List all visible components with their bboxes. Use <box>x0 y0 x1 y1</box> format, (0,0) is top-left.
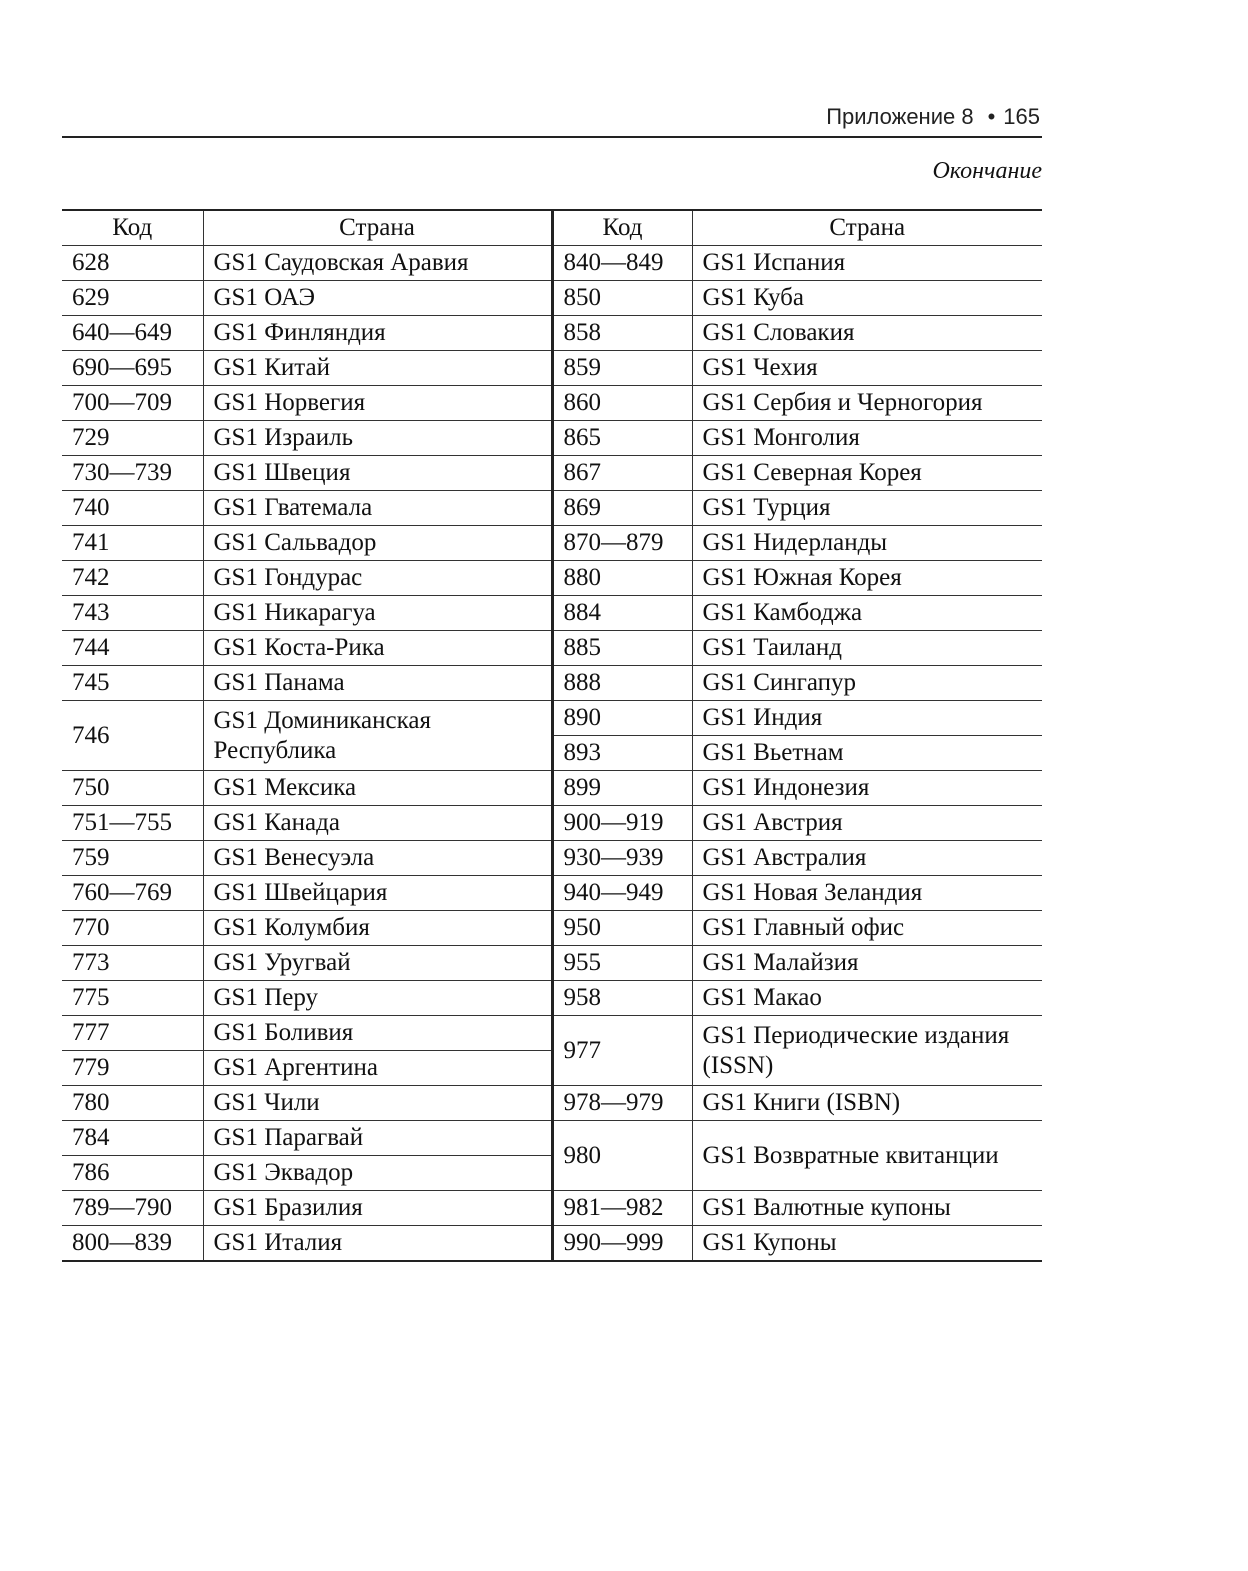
country-cell: GS1 Колумбия <box>203 911 552 946</box>
country-cell: GS1 Саудовская Аравия <box>203 246 552 281</box>
country-cell: GS1 Монголия <box>692 421 1042 456</box>
column-header-country-left: Страна <box>203 210 552 246</box>
table-row <box>62 771 1042 806</box>
code-cell: 867 <box>552 456 692 491</box>
country-cell: GS1 Австрия <box>692 806 1042 841</box>
table-row <box>62 631 1042 666</box>
column-header-code-right: Код <box>552 210 692 246</box>
country-cell: GS1 Южная Корея <box>692 561 1042 596</box>
code-cell: 700—709 <box>62 386 203 421</box>
code-cell: 800—839 <box>62 1226 203 1262</box>
country-cell: GS1 Таиланд <box>692 631 1042 666</box>
country-cell: GS1 Купоны <box>692 1226 1042 1262</box>
code-cell: 690—695 <box>62 351 203 386</box>
code-cell: 740 <box>62 491 203 526</box>
code-cell: 981—982 <box>552 1191 692 1226</box>
table-row <box>62 561 1042 596</box>
code-cell: 742 <box>62 561 203 596</box>
code-cell: 628 <box>62 246 203 281</box>
code-cell: 978—979 <box>552 1086 692 1121</box>
country-cell: GS1 Индия <box>692 701 1042 736</box>
code-cell: 890 <box>552 701 692 736</box>
code-cell: 869 <box>552 491 692 526</box>
country-cell: GS1 Периодические издания (ISSN) <box>692 1016 1042 1086</box>
country-cell: GS1 Турция <box>692 491 1042 526</box>
code-cell: 980 <box>552 1121 692 1191</box>
code-cell: 859 <box>552 351 692 386</box>
code-cell: 770 <box>62 911 203 946</box>
code-cell: 640—649 <box>62 316 203 351</box>
code-cell: 744 <box>62 631 203 666</box>
code-cell: 840—849 <box>552 246 692 281</box>
country-cell: GS1 Сальвадор <box>203 526 552 561</box>
country-cell: GS1 Гватемала <box>203 491 552 526</box>
code-cell: 865 <box>552 421 692 456</box>
code-cell: 860 <box>552 386 692 421</box>
code-cell: 759 <box>62 841 203 876</box>
country-cell: GS1 Новая Зеландия <box>692 876 1042 911</box>
country-cell: GS1 ОАЭ <box>203 281 552 316</box>
code-cell: 779 <box>62 1051 203 1086</box>
running-header <box>62 104 1042 138</box>
code-cell: 940—949 <box>552 876 692 911</box>
code-cell: 900—919 <box>552 806 692 841</box>
code-cell: 958 <box>552 981 692 1016</box>
country-cell: GS1 Швейцария <box>203 876 552 911</box>
code-cell: 745 <box>62 666 203 701</box>
table-row <box>62 1226 1042 1262</box>
column-header-country-right: Страна <box>692 210 1042 246</box>
table-row <box>62 386 1042 421</box>
table-row <box>62 316 1042 351</box>
country-cell: GS1 Куба <box>692 281 1042 316</box>
country-cell: GS1 Чили <box>203 1086 552 1121</box>
table-row <box>62 876 1042 911</box>
table-row <box>62 421 1042 456</box>
code-cell: 930—939 <box>552 841 692 876</box>
country-cell: GS1 Венесуэла <box>203 841 552 876</box>
table-row <box>62 246 1042 281</box>
table-row <box>62 526 1042 561</box>
code-cell: 746 <box>62 701 203 771</box>
code-cell: 741 <box>62 526 203 561</box>
country-cell: GS1 Панама <box>203 666 552 701</box>
table-row <box>62 666 1042 701</box>
code-cell: 955 <box>552 946 692 981</box>
country-cell: GS1 Чехия <box>692 351 1042 386</box>
code-cell: 743 <box>62 596 203 631</box>
country-cell: GS1 Норвегия <box>203 386 552 421</box>
country-cell: GS1 Малайзия <box>692 946 1042 981</box>
code-cell: 729 <box>62 421 203 456</box>
country-cell: GS1 Испания <box>692 246 1042 281</box>
country-cell: GS1 Эквадор <box>203 1156 552 1191</box>
country-cell: GS1 Коста-Рика <box>203 631 552 666</box>
code-cell: 893 <box>552 736 692 771</box>
code-cell: 990—999 <box>552 1226 692 1262</box>
table-row <box>62 946 1042 981</box>
code-cell: 977 <box>552 1016 692 1086</box>
table-row <box>62 1121 1042 1156</box>
country-cell: GS1 Камбоджа <box>692 596 1042 631</box>
country-cell: GS1 Индонезия <box>692 771 1042 806</box>
code-cell: 750 <box>62 771 203 806</box>
country-cell: GS1 Нидерланды <box>692 526 1042 561</box>
country-cell: GS1 Словакия <box>692 316 1042 351</box>
table-row <box>62 701 1042 736</box>
country-cell: GS1 Сингапур <box>692 666 1042 701</box>
table-row <box>62 1191 1042 1226</box>
code-cell: 629 <box>62 281 203 316</box>
code-cell: 888 <box>552 666 692 701</box>
code-cell: 899 <box>552 771 692 806</box>
code-cell: 885 <box>552 631 692 666</box>
code-cell: 858 <box>552 316 692 351</box>
code-cell: 775 <box>62 981 203 1016</box>
table-row <box>62 456 1042 491</box>
code-cell: 751—755 <box>62 806 203 841</box>
code-cell: 950 <box>552 911 692 946</box>
column-header-code-left: Код <box>62 210 203 246</box>
country-cell: GS1 Бразилия <box>203 1191 552 1226</box>
country-cell: GS1 Северная Корея <box>692 456 1042 491</box>
code-cell: 730—739 <box>62 456 203 491</box>
bullet-icon: • <box>987 104 996 129</box>
page-number: 165 <box>1003 104 1040 129</box>
code-cell: 850 <box>552 281 692 316</box>
country-cell: GS1 Израиль <box>203 421 552 456</box>
country-cell: GS1 Валютные купоны <box>692 1191 1042 1226</box>
country-cell: GS1 Уругвай <box>203 946 552 981</box>
table-row <box>62 596 1042 631</box>
country-cell: GS1 Италия <box>203 1226 552 1262</box>
country-cell: GS1 Канада <box>203 806 552 841</box>
table-row <box>62 981 1042 1016</box>
code-cell: 784 <box>62 1121 203 1156</box>
country-cell: GS1 Сербия и Черногория <box>692 386 1042 421</box>
country-cell: GS1 Макао <box>692 981 1042 1016</box>
table-row <box>62 281 1042 316</box>
table-row <box>62 841 1042 876</box>
code-cell: 777 <box>62 1016 203 1051</box>
country-cell: GS1 Парагвай <box>203 1121 552 1156</box>
table-header-row <box>62 210 1042 246</box>
table-row <box>62 491 1042 526</box>
table-row <box>62 911 1042 946</box>
country-cell: GS1 Гондурас <box>203 561 552 596</box>
country-cell: GS1 Финляндия <box>203 316 552 351</box>
section-title: Приложение 8 <box>826 104 974 129</box>
code-cell: 773 <box>62 946 203 981</box>
continuation-label: Окончание <box>932 158 1042 184</box>
country-cell: GS1 Вьетнам <box>692 736 1042 771</box>
code-cell: 870—879 <box>552 526 692 561</box>
country-cell: GS1 Аргентина <box>203 1051 552 1086</box>
country-cell: GS1 Доминиканская Республика <box>203 701 552 771</box>
code-cell: 880 <box>552 561 692 596</box>
country-cell: GS1 Никарагуа <box>203 596 552 631</box>
code-cell: 760—769 <box>62 876 203 911</box>
country-cell: GS1 Боливия <box>203 1016 552 1051</box>
table-row <box>62 1086 1042 1121</box>
country-cell: GS1 Возвратные квитанции <box>692 1121 1042 1191</box>
code-cell: 780 <box>62 1086 203 1121</box>
code-cell: 789—790 <box>62 1191 203 1226</box>
code-cell: 884 <box>552 596 692 631</box>
country-codes-table <box>62 209 1042 1262</box>
table-row <box>62 806 1042 841</box>
country-cell: GS1 Мексика <box>203 771 552 806</box>
country-cell: GS1 Книги (ISBN) <box>692 1086 1042 1121</box>
country-cell: GS1 Швеция <box>203 456 552 491</box>
running-head <box>826 104 1040 130</box>
code-cell: 786 <box>62 1156 203 1191</box>
country-cell: GS1 Китай <box>203 351 552 386</box>
table-row <box>62 1016 1042 1051</box>
country-cell: GS1 Перу <box>203 981 552 1016</box>
country-cell: GS1 Австралия <box>692 841 1042 876</box>
table-row <box>62 351 1042 386</box>
country-cell: GS1 Главный офис <box>692 911 1042 946</box>
